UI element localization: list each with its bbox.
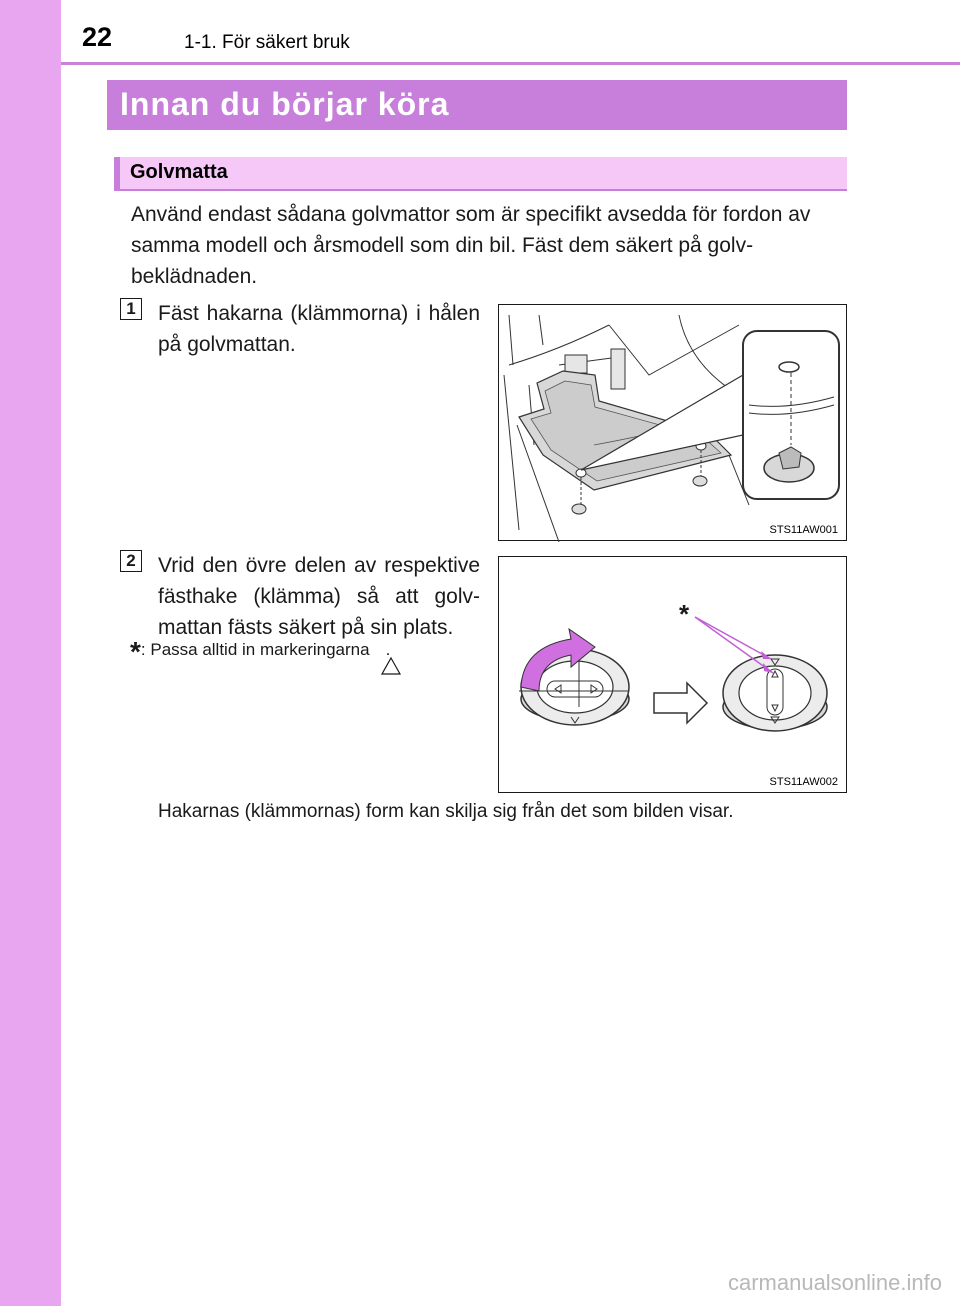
note-text: : Passa alltid in markeringarna: [140, 640, 370, 659]
clip-shape-note: Hakarnas (klämmornas) form kan skilja sig från det som bilden visar.: [158, 801, 734, 822]
note-end: .: [385, 640, 391, 659]
note-marker: *: [130, 636, 141, 667]
step-text-2: Vrid den övre delen av respektive fästhake (klämma) så att golvmattan fästs säkert på sin plats.: [158, 554, 480, 639]
figure-rotate-clip: [498, 556, 847, 793]
step-number-1: 1: [120, 298, 142, 320]
note-line: [130, 636, 390, 668]
page-title-bar: [107, 80, 847, 130]
figure-code-2: STS11AW002: [769, 776, 838, 788]
step-text-1: Fäst hakarna (klämmorna) i hålen på golvmattan.: [158, 302, 480, 356]
step-number-2: 2: [120, 550, 142, 572]
page-title: Innan du börjar köra: [120, 86, 450, 122]
intro-paragraph: Använd endast sådana golvmattor som är specifikt avsedda för fordon av samma modell och årsmodell som din bil. Fäst dem säkert på golvbeklädnaden.: [131, 203, 811, 288]
rotate-clip-illustration: [499, 557, 848, 794]
sidebar-strip: [0, 0, 61, 1306]
figure-floor-mat-hooks: [498, 304, 847, 541]
chapter-title: 1-1. För säkert bruk: [184, 32, 350, 53]
page-number: 22: [82, 22, 113, 52]
header-rule: [61, 62, 960, 65]
floor-mat-illustration: [499, 305, 848, 542]
section-heading-bar: [114, 157, 847, 191]
watermark: carmanualsonline.info: [727, 1270, 942, 1295]
figure-code-1: STS11AW001: [769, 524, 838, 536]
section-heading: Golvmatta: [130, 161, 228, 183]
figure-asterisk-marker: *: [679, 599, 690, 629]
